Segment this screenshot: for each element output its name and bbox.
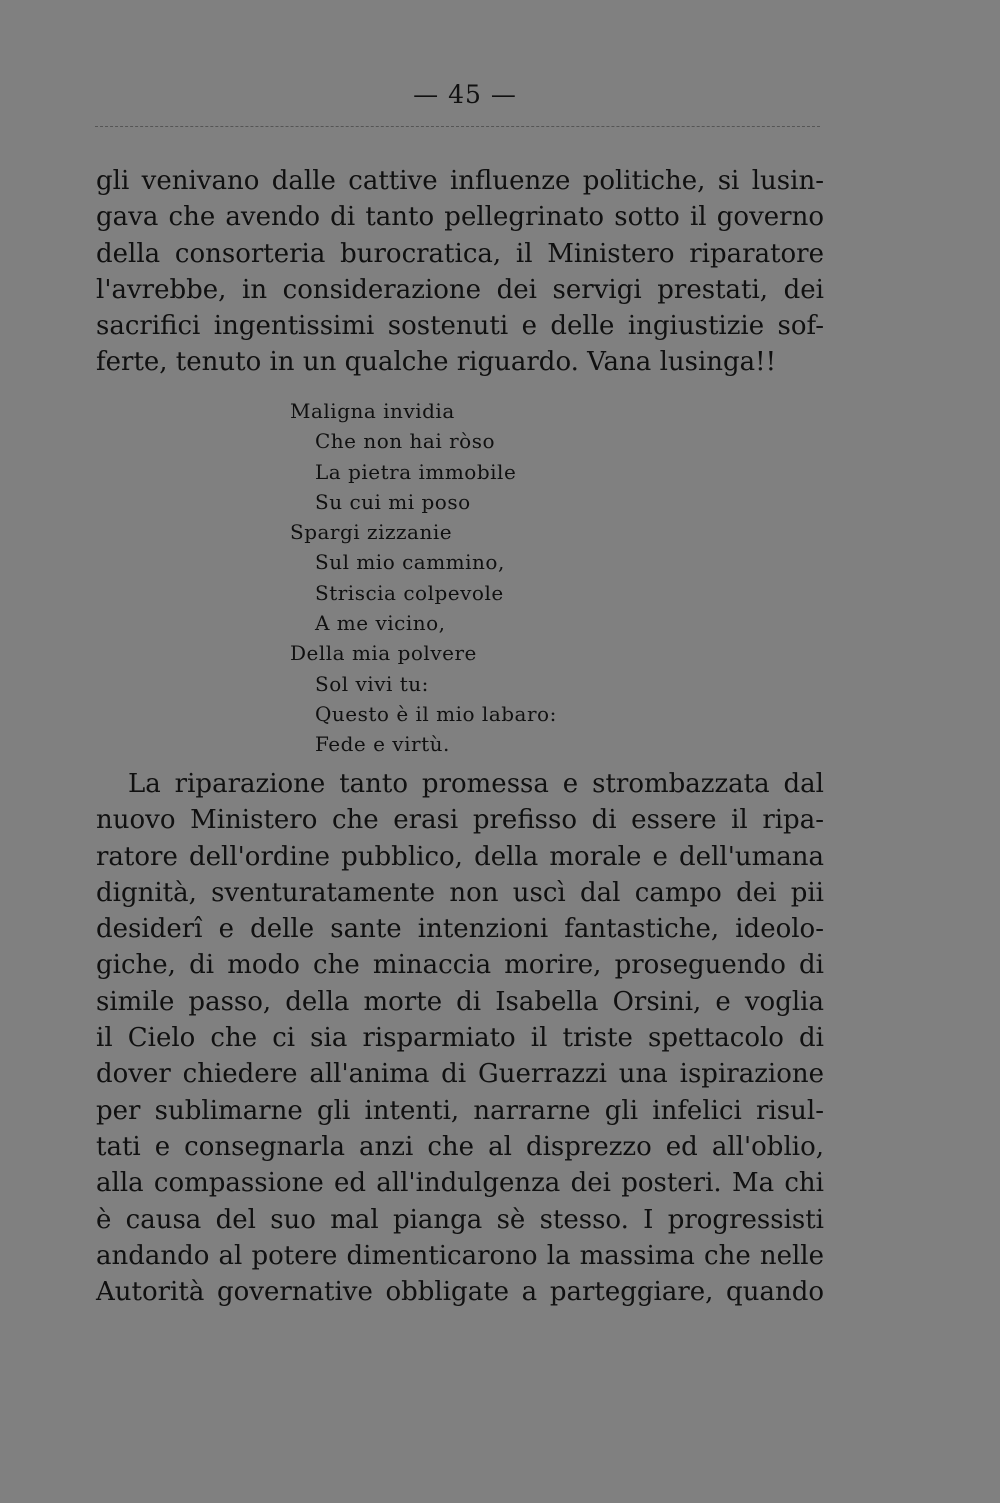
text-line: Autorità governative obbligate a parteggiare, quando — [96, 1277, 824, 1308]
text-line: ratore dell'ordine pubblico, della morale e dell'umana — [96, 841, 824, 872]
text-line: gli venivano dalle cattive influenze politiche, si lusin- — [96, 166, 824, 196]
text-line: nuovo Ministero che erasi prefisso di essere il ripa- — [96, 805, 824, 836]
text-line: per sublimarne gli intenti, narrarne gli infelici risul- — [96, 1095, 824, 1126]
poem-line: Fede e virtù. — [315, 732, 450, 757]
text-line: sacrifici ingentissimi sostenuti e delle ingiustizie sof- — [96, 311, 824, 342]
page-number: — 45 — — [413, 80, 517, 109]
poem — [290, 396, 557, 760]
text-line: l'avrebbe, in considerazione dei servigi prestati, dei — [96, 274, 824, 305]
text-line: simile passo, della morte di Isabella Orsini, e voglia — [96, 986, 824, 1017]
text-line: La riparazione tanto promessa e strombazzata dal — [128, 769, 824, 799]
text-line: alla compassione ed all'indulgenza dei posteri. Ma chi — [96, 1168, 824, 1199]
text-line: andando al potere dimenticarono la massima che nelle — [96, 1240, 824, 1271]
paragraph-2 — [96, 766, 824, 1310]
text-line: ferte, tenuto in un qualche riguardo. Vana lusinga!! — [96, 347, 777, 378]
text-line: è causa del suo mal pianga sè stesso. I progressisti — [96, 1204, 824, 1235]
poem-line: Maligna invidia — [290, 399, 455, 423]
text-line: della consorteria burocratica, il Ministero riparatore — [96, 238, 824, 269]
poem-line: Sol vivi tu: — [315, 671, 429, 696]
text-line: giche, di modo che minaccia morire, proseguendo di — [96, 950, 824, 981]
text-line: tati e consegnarla anzi che al disprezzo ed all'oblio, — [96, 1131, 824, 1162]
text-line: dover chiedere all'anima di Guerrazzi una ispirazione — [96, 1059, 824, 1090]
paragraph-1 — [96, 163, 824, 381]
poem-line: Questo è il mio labaro: — [315, 701, 557, 726]
poem-line: Che non hai ròso — [315, 429, 496, 454]
header-rule — [95, 126, 820, 127]
poem-line: Della mia polvere — [290, 641, 477, 666]
poem-line: La pietra immobile — [315, 459, 517, 484]
text-line: desiderî e delle sante intenzioni fantastiche, ideolo- — [96, 914, 824, 945]
poem-line: Su cui mi poso — [315, 489, 471, 514]
poem-line: Striscia colpevole — [315, 580, 504, 605]
poem-line: Sul mio cammino, — [315, 550, 505, 575]
text-line: il Cielo che ci sia risparmiato il triste spettacolo di — [96, 1023, 824, 1054]
poem-line: A me vicino, — [315, 611, 446, 636]
text-line: gava che avendo di tanto pellegrinato sotto il governo — [96, 202, 824, 233]
text-line: dignità, sventuratamente non uscì dal campo dei pii — [96, 877, 824, 908]
poem-line: Spargi zizzanie — [290, 520, 453, 545]
